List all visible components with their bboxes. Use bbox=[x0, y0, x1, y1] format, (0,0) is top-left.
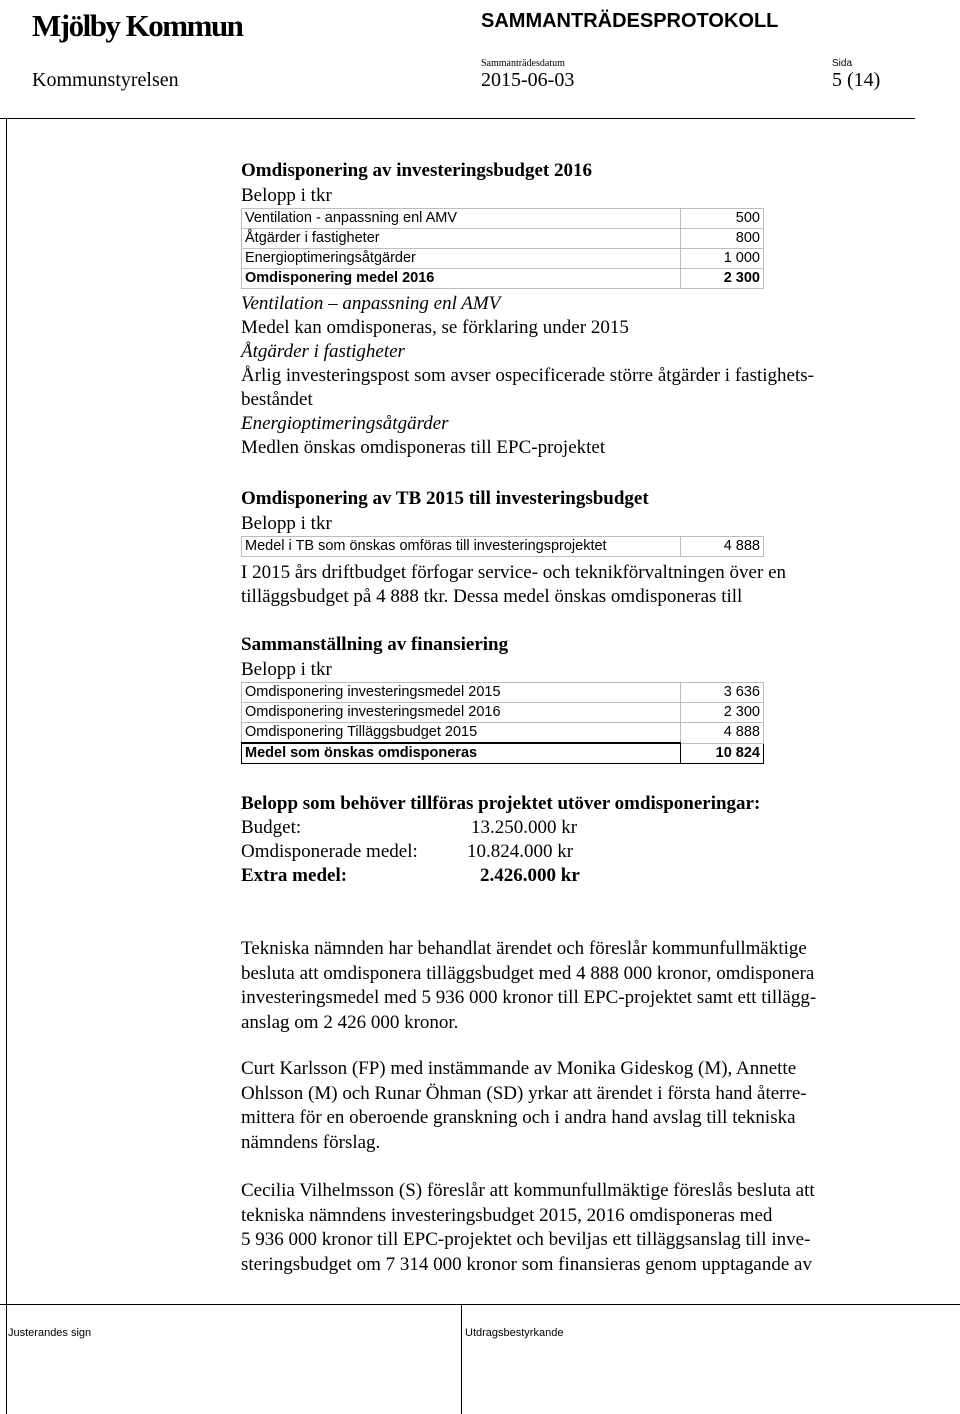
row-value: 2 300 bbox=[681, 269, 764, 289]
paragraph-line: investeringsmedel med 5 936 000 kronor till EPC-projektet samt ett tillägg- bbox=[241, 987, 817, 1008]
table-row bbox=[242, 537, 764, 557]
table-row bbox=[242, 209, 764, 229]
total-label: Medel som önskas omdisponeras bbox=[242, 743, 681, 764]
row-label: Medel i TB som önskas omföras till investeringsprojektet bbox=[242, 537, 681, 557]
row-value: 4 888 bbox=[681, 537, 764, 557]
section1-table bbox=[241, 208, 764, 289]
paragraph-line: anslag om 2 426 000 kronor. bbox=[241, 1011, 459, 1033]
paragraph-line: Curt Karlsson (FP) med instämmande av Monika Gideskog (M), Annette bbox=[241, 1058, 797, 1079]
extra-label: Extra medel: bbox=[241, 865, 348, 886]
note-text: Årlig investeringspost som avser ospecificerade större åtgärder i fastighets- bbox=[241, 365, 814, 386]
row-value: 1 000 bbox=[681, 249, 764, 269]
budget-label: Budget: bbox=[241, 817, 302, 838]
footer-divider bbox=[0, 1304, 960, 1305]
table-row bbox=[242, 683, 764, 703]
paragraph-line: Cecilia Vilhelmsson (S) föreslår att kommunfullmäktige föreslås besluta att bbox=[241, 1180, 815, 1201]
left-margin-line bbox=[6, 118, 7, 1304]
note-title: Ventilation – anpassning enl AMV bbox=[241, 293, 501, 314]
row-label: Omdisponering medel 2016 bbox=[242, 269, 681, 289]
row-value: 500 bbox=[681, 209, 764, 229]
body-text: I 2015 års driftbudget förfogar service- och teknikförvaltningen över en bbox=[241, 562, 786, 583]
paragraph-line: Ohlsson (M) och Runar Öhman (SD) yrkar att ärendet i första hand återre- bbox=[241, 1082, 807, 1104]
note-title: Åtgärder i fastigheter bbox=[241, 341, 405, 362]
row-value: 3 636 bbox=[681, 683, 764, 703]
section2-title: Omdisponering av TB 2015 till investeringsbudget bbox=[241, 488, 649, 509]
row-value: 800 bbox=[681, 229, 764, 249]
paragraph-line: tekniska nämndens investeringsbudget 2015, 2016 omdisponeras med bbox=[241, 1204, 773, 1226]
section3-table bbox=[241, 682, 764, 764]
row-label: Energioptimeringsåtgärder bbox=[242, 249, 681, 269]
organ-name: Kommunstyrelsen bbox=[32, 69, 179, 91]
note-title: Energioptimeringsåtgärder bbox=[241, 413, 449, 434]
paragraph-line: nämndens förslag. bbox=[241, 1131, 381, 1153]
section3-unit: Belopp i tkr bbox=[241, 659, 332, 680]
omdisp-row bbox=[241, 841, 574, 863]
footer-justerandes-sign: Justerandes sign bbox=[8, 1327, 92, 1339]
row-label: Åtgärder i fastigheter bbox=[242, 229, 681, 249]
paragraph-line: besluta att omdisponera tilläggsbudget med 4 888 000 kronor, omdisponera bbox=[241, 962, 815, 984]
table-total-row bbox=[242, 743, 764, 764]
note-text: beståndet bbox=[241, 389, 313, 410]
omdisp-label: Omdisponerade medel: bbox=[241, 841, 418, 862]
row-label: Omdisponering investeringsmedel 2015 bbox=[242, 683, 681, 703]
municipality-logo: Mjölby Kommun bbox=[32, 8, 243, 43]
paragraph-line: steringsbudget om 7 314 000 kronor som finansieras genom upptagande av bbox=[241, 1253, 812, 1275]
body-text: tilläggsbudget på 4 888 tkr. Dessa medel önskas omdisponeras till bbox=[241, 586, 743, 607]
row-label: Omdisponering investeringsmedel 2016 bbox=[242, 703, 681, 723]
row-label: Omdisponering Tilläggsbudget 2015 bbox=[242, 723, 681, 744]
section2-text bbox=[241, 561, 881, 609]
row-value: 2 300 bbox=[681, 703, 764, 723]
total-value: 10 824 bbox=[681, 743, 764, 764]
footer-utdragsbestyrkande: Utdragsbestyrkande bbox=[465, 1327, 564, 1339]
paragraph-3 bbox=[241, 1179, 881, 1277]
page-number: 5 (14) bbox=[832, 69, 881, 91]
table-row bbox=[242, 229, 764, 249]
footer-left-line bbox=[6, 1304, 7, 1414]
page-label: Sida bbox=[832, 58, 853, 69]
paragraph-line: mittera för en oberoende granskning och i andra hand avslag till tekniska bbox=[241, 1107, 796, 1128]
paragraph-1 bbox=[241, 937, 881, 1035]
section1-title: Omdisponering av investeringsbudget 2016 bbox=[241, 160, 593, 181]
section2-table bbox=[241, 536, 764, 557]
paragraph-line: 5 936 000 kronor till EPC-projektet och beviljas ett tilläggsanslag till inve- bbox=[241, 1229, 811, 1250]
paragraph-line: Tekniska nämnden har behandlat ärendet och föreslår kommunfullmäktige bbox=[241, 938, 807, 959]
header-divider bbox=[0, 118, 915, 119]
row-label: Ventilation - anpassning enl AMV bbox=[242, 209, 681, 229]
extra-value: 2.426.000 kr bbox=[480, 865, 580, 886]
extra-row bbox=[241, 865, 580, 887]
omdisp-value: 10.824.000 kr bbox=[467, 841, 574, 862]
note-text: Medlen önskas omdisponeras till EPC-projektet bbox=[241, 437, 606, 458]
document-type: SAMMANTRÄDESPROTOKOLL bbox=[481, 10, 779, 32]
budget-row bbox=[241, 817, 578, 839]
table-row bbox=[242, 723, 764, 744]
note-text: Medel kan omdisponeras, se förklaring under 2015 bbox=[241, 317, 629, 338]
table-row bbox=[242, 703, 764, 723]
table-row bbox=[242, 249, 764, 269]
date-label: Sammanträdesdatum bbox=[481, 58, 565, 69]
footer-mid-line bbox=[461, 1304, 462, 1414]
meeting-date: 2015-06-03 bbox=[481, 69, 575, 91]
row-value: 4 888 bbox=[681, 723, 764, 744]
paragraph-2 bbox=[241, 1057, 881, 1155]
budget-value: 13.250.000 kr bbox=[471, 817, 578, 838]
section3-title: Sammanställning av finansiering bbox=[241, 634, 509, 655]
section1-notes bbox=[241, 292, 881, 460]
section1-unit: Belopp i tkr bbox=[241, 185, 332, 206]
section4-title: Belopp som behöver tillföras projektet utöver omdisponeringar: bbox=[241, 793, 761, 814]
section2-unit: Belopp i tkr bbox=[241, 513, 332, 534]
table-row bbox=[242, 269, 764, 289]
